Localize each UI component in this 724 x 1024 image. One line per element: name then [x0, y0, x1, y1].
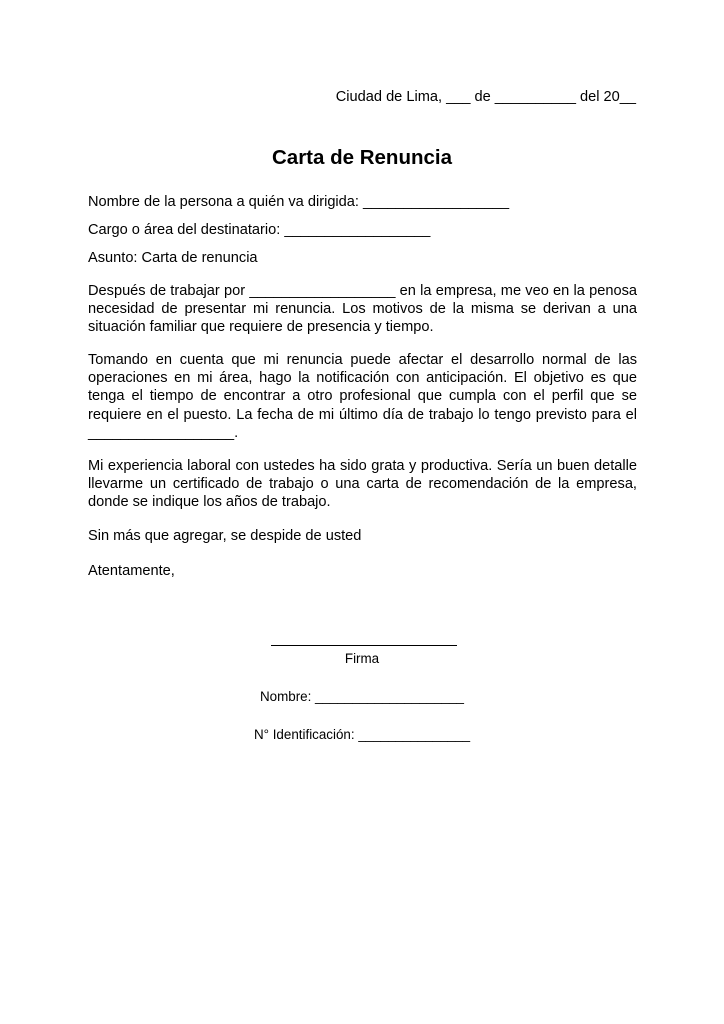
- signature-name-line: Nombre: ____________________: [259, 689, 464, 704]
- signature-rule: [271, 645, 457, 646]
- paragraph-1: Después de trabajar por __________________ en la empresa, me veo en la penosa necesidad de presentar mi renuncia. Los motivos de la misma se derivan a una situación familiar que requiere de presencia y tiempo.: [88, 283, 637, 336]
- letter-title: Carta de Renuncia: [272, 146, 452, 169]
- subject-line: Asunto: Carta de renuncia: [88, 250, 258, 266]
- signature-id-line: N° Identificación: _______________: [253, 727, 471, 742]
- closing-salutation: Atentamente,: [88, 563, 175, 579]
- paragraph-2: Tomando en cuenta que mi renuncia puede afectar el desarrollo normal de las operaciones en mi área, hago la notificación con anticipación. El objetivo es que tenga el tiempo de encontrar a otro profesional que cumpla con el perfil que se requiere en el puesto. La fecha de mi último día de trabajo lo tengo previsto para el __________________.: [88, 352, 637, 441]
- recipient-name-line: Nombre de la persona a quién va dirigida: __________________: [88, 194, 510, 210]
- date-line: Ciudad de Lima, ___ de __________ del 20__: [335, 89, 636, 105]
- paragraph-3: Mi experiencia laboral con ustedes ha sido grata y productiva. Sería un buen detalle llevarme un certificado de trabajo o una carta de recomendación de la empresa, donde se indique los años de trabajo.: [88, 458, 637, 511]
- recipient-position-line: Cargo o área del destinatario: __________________: [88, 222, 431, 238]
- signature-label: Firma: [344, 651, 380, 666]
- closing-line: Sin más que agregar, se despide de usted: [88, 528, 362, 544]
